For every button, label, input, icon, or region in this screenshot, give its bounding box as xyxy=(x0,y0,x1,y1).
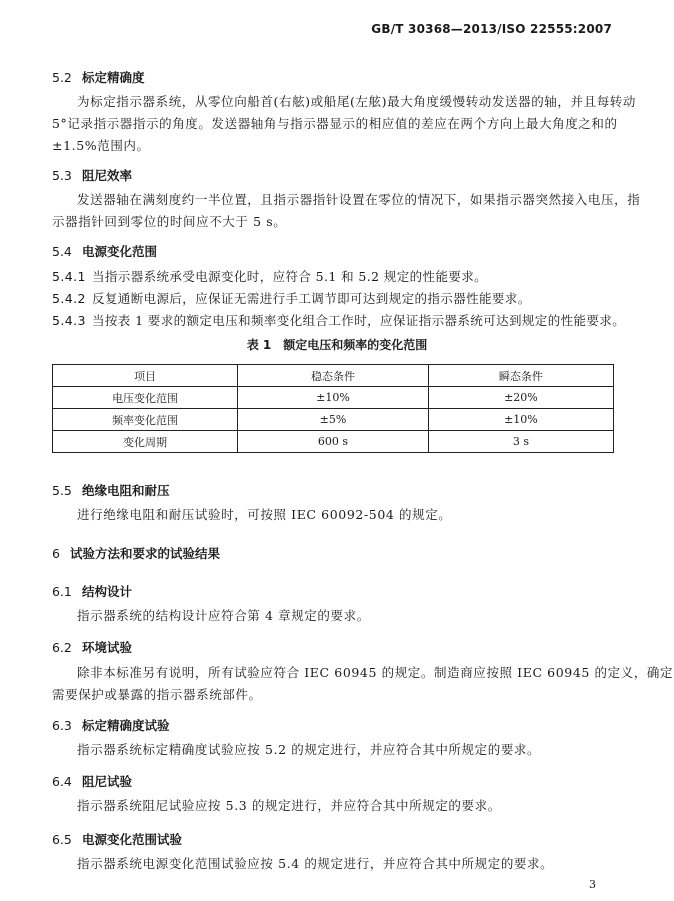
table-cell: 频率变化范围 xyxy=(53,409,238,431)
table-cell: 变化周期 xyxy=(53,431,238,453)
clause-number: 5.4.2 xyxy=(52,291,86,306)
section-number: 6.5 xyxy=(52,832,72,847)
section-6-2-line-2: 需要保护或暴露的指示器系统部件。 xyxy=(52,687,262,702)
column-header: 项目 xyxy=(53,365,238,387)
section-title: 阻尼试验 xyxy=(82,774,133,789)
section-number: 6.2 xyxy=(52,640,72,655)
section-title: 试验方法和要求的试验结果 xyxy=(70,546,221,561)
clause-text: 反复通断电源后，应保证无需进行手工调节即可达到规定的指示器性能要求。 xyxy=(92,291,531,306)
clause-5-4-1 xyxy=(52,267,487,285)
table-cell: 600 s xyxy=(238,431,429,453)
chapter-6-heading xyxy=(52,544,592,562)
section-title: 阻尼效率 xyxy=(82,168,133,183)
section-number: 5.4 xyxy=(52,244,72,259)
section-6-1-line-1: 指示器系统的结构设计应符合第 4 章规定的要求。 xyxy=(77,608,370,623)
section-title: 标定精确度试验 xyxy=(82,718,170,733)
table-row xyxy=(53,387,614,409)
table-row xyxy=(53,409,614,431)
table-cell: ±20% xyxy=(428,387,613,409)
standard-header: GB/T 30368—2013/ISO 22555:2007 xyxy=(371,22,612,36)
section-number: 5.3 xyxy=(52,168,72,183)
section-title: 绝缘电阻和耐压 xyxy=(82,483,170,498)
clause-number: 5.4.1 xyxy=(52,269,86,284)
section-title: 电源变化范围试验 xyxy=(82,832,183,847)
table-1 xyxy=(52,364,614,453)
section-5-4-heading xyxy=(52,242,157,260)
section-5-2-heading xyxy=(52,68,145,86)
section-5-2-line-1: 为标定指示器系统，从零位向船首(右舷)或船尾(左舷)最大角度缓慢转动发送器的轴，并且每转动 xyxy=(77,94,637,109)
section-title: 标定精确度 xyxy=(82,70,145,85)
section-number: 6.1 xyxy=(52,584,72,599)
section-title: 结构设计 xyxy=(82,584,133,599)
table-cell: ±5% xyxy=(238,409,429,431)
table-cell: ±10% xyxy=(428,409,613,431)
section-6-4-line-1: 指示器系统阻尼试验应按 5.3 的规定进行，并应符合其中所规定的要求。 xyxy=(77,798,501,813)
section-6-2-line-1: 除非本标准另有说明，所有试验应符合 IEC 60945 的规定。制造商应按照 IEC 60945 的定义，确定 xyxy=(77,665,674,680)
section-5-3-heading xyxy=(52,166,132,184)
column-header: 瞬态条件 xyxy=(428,365,613,387)
section-6-3-heading xyxy=(52,716,170,734)
section-6-3-line-1: 指示器系统标定精确度试验应按 5.2 的规定进行，并应符合其中所规定的要求。 xyxy=(77,742,541,757)
section-6-2-heading xyxy=(52,638,132,656)
section-number: 6 xyxy=(52,546,60,561)
clause-number: 5.4.3 xyxy=(52,313,86,328)
section-6-5-line-1: 指示器系统电源变化范围试验应按 5.4 的规定进行，并应符合其中所规定的要求。 xyxy=(77,856,554,871)
section-title: 环境试验 xyxy=(82,640,133,655)
section-6-5-heading xyxy=(52,830,182,848)
table-cell: 电压变化范围 xyxy=(53,387,238,409)
column-header: 稳态条件 xyxy=(238,365,429,387)
section-number: 6.3 xyxy=(52,718,72,733)
table-cell: 3 s xyxy=(428,431,613,453)
clause-5-4-3 xyxy=(52,311,625,329)
section-5-3-line-1: 发送器轴在满刻度约一半位置，且指示器指针设置在零位的情况下，如果指示器突然接入电压，指 xyxy=(77,192,641,207)
section-5-5-heading xyxy=(52,481,170,499)
page-number: 3 xyxy=(589,878,596,891)
section-5-2-line-3: ±1.5%范围内。 xyxy=(52,138,150,153)
section-5-3-line-2: 示器指针回到零位的时间应不大于 5 s。 xyxy=(52,214,287,229)
section-number: 5.5 xyxy=(52,483,72,498)
table-header-row xyxy=(53,365,614,387)
section-6-1-heading xyxy=(52,582,132,600)
section-number: 5.2 xyxy=(52,70,72,85)
clause-5-4-2 xyxy=(52,289,531,307)
section-number: 6.4 xyxy=(52,774,72,789)
section-5-5-line-1: 进行绝缘电阻和耐压试验时，可按照 IEC 60092-504 的规定。 xyxy=(77,507,452,522)
section-5-2-line-2: 5°记录指示器指示的角度。发送器轴角与指示器显示的相应值的差应在两个方向上最大角度之和的 xyxy=(52,116,618,131)
clause-text: 当指示器系统承受电源变化时，应符合 5.1 和 5.2 规定的性能要求。 xyxy=(92,269,488,284)
clause-text: 当按表 1 要求的额定电压和频率变化组合工作时，应保证指示器系统可达到规定的性能要求。 xyxy=(92,313,626,328)
table-1-caption: 表 1 额定电压和频率的变化范围 xyxy=(246,338,428,352)
table-cell: ±10% xyxy=(238,387,429,409)
section-6-4-heading xyxy=(52,772,132,790)
section-title: 电源变化范围 xyxy=(82,244,158,259)
table-row xyxy=(53,431,614,453)
